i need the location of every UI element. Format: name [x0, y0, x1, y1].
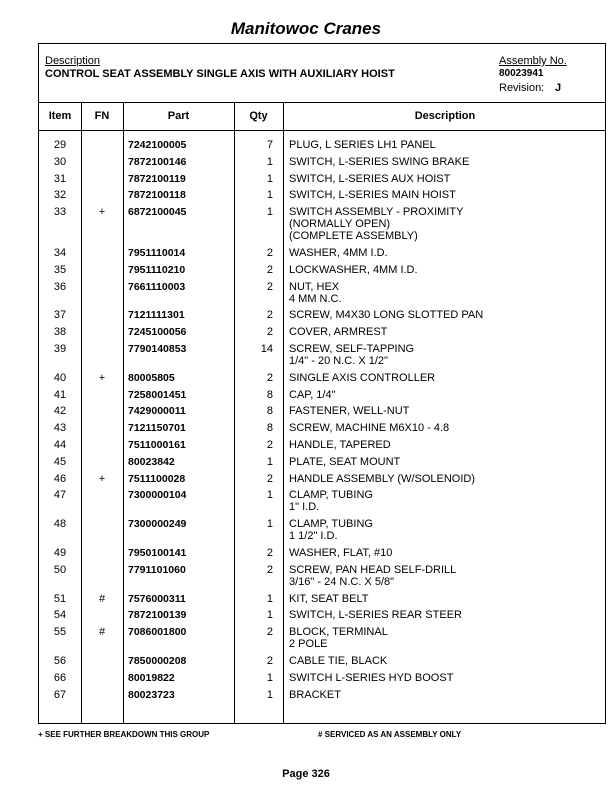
quantity: 1	[266, 206, 273, 219]
quantity: 2	[266, 326, 273, 339]
description-line: SWITCH ASSEMBLY - PROXIMITY	[289, 206, 464, 219]
quantity: 1	[266, 609, 273, 622]
part-number: 7086001800	[128, 626, 187, 639]
quantity: 2	[266, 563, 273, 576]
item-number: 47	[53, 489, 67, 502]
item-number: 29	[53, 139, 67, 151]
quantity: 2	[266, 472, 273, 485]
table-row	[39, 281, 605, 305]
item-number: 51	[53, 592, 67, 605]
description-line: WASHER, 4MM I.D.	[289, 246, 388, 259]
item-number: 37	[53, 309, 67, 322]
part-number: 80019822	[128, 671, 175, 684]
column-header-description: Description	[414, 110, 476, 122]
part-description	[289, 372, 605, 384]
quantity: 2	[266, 246, 273, 259]
description-label: Description	[45, 55, 101, 67]
description-line: SWITCH, L-SERIES REAR STEER	[289, 609, 462, 622]
item-number: 43	[53, 422, 67, 435]
item-number: 39	[53, 342, 67, 355]
part-number: 7951110014	[128, 246, 186, 259]
part-description	[289, 473, 605, 485]
item-number: 42	[53, 405, 67, 418]
table-row	[39, 609, 605, 621]
description-line: 1 1/2" I.D.	[289, 530, 338, 543]
part-description	[289, 593, 605, 605]
description-line: HANDLE ASSEMBLY (W/SOLENOID)	[289, 472, 476, 485]
part-number: 7850000208	[128, 654, 187, 667]
column-header-item: Item	[48, 110, 72, 122]
part-description	[289, 689, 605, 701]
table-row	[39, 422, 605, 434]
part-description	[289, 456, 605, 468]
table-row	[39, 689, 605, 701]
document-title: Manitowoc Cranes	[230, 19, 382, 38]
description-line: CLAMP, TUBING	[289, 489, 373, 502]
item-number: 46	[53, 472, 67, 485]
part-description	[289, 389, 605, 401]
quantity: 8	[266, 422, 273, 435]
table-row	[39, 343, 605, 367]
fn-code: +	[98, 206, 106, 219]
description-line: PLUG, L SERIES LH1 PANEL	[289, 139, 436, 151]
item-number: 66	[53, 671, 67, 684]
item-number: 36	[53, 280, 67, 293]
item-number: 50	[53, 563, 67, 576]
description-line: (COMPLETE ASSEMBLY)	[289, 230, 418, 243]
description-line: 4 MM N.C.	[289, 292, 342, 305]
part-description	[289, 655, 605, 667]
page-number: Page 326	[282, 768, 330, 780]
part-description	[289, 206, 605, 242]
description-line: SCREW, MACHINE M6X10 - 4.8	[289, 422, 450, 435]
part-description	[289, 489, 605, 513]
quantity: 8	[266, 405, 273, 418]
fn-code: +	[98, 371, 106, 384]
part-number: 80005805	[128, 371, 175, 384]
table-row	[39, 564, 605, 588]
part-number: 80023842	[128, 455, 175, 468]
table-row	[39, 173, 605, 185]
parts-sheet	[38, 43, 606, 724]
parts-table-body	[39, 139, 605, 705]
part-description	[289, 518, 605, 542]
revision-label: Revision:	[499, 82, 545, 94]
description-line: CLAMP, TUBING	[289, 518, 373, 531]
description-line: 2 POLE	[289, 638, 328, 651]
quantity: 1	[266, 518, 273, 531]
fn-code: +	[98, 472, 106, 485]
table-row	[39, 206, 605, 242]
table-row	[39, 489, 605, 513]
quantity: 1	[266, 671, 273, 684]
part-number: 7661110003	[128, 280, 186, 293]
quantity: 8	[266, 388, 273, 401]
description-line: HANDLE, TAPERED	[289, 438, 391, 451]
table-row	[39, 593, 605, 605]
table-row	[39, 309, 605, 321]
part-description	[289, 326, 605, 338]
part-number: 7242100005	[128, 139, 187, 151]
footnote-further-breakdown: + SEE FURTHER BREAKDOWN THIS GROUP	[38, 730, 210, 739]
part-description	[289, 439, 605, 451]
part-description	[289, 564, 605, 588]
quantity: 2	[266, 654, 273, 667]
part-number: 7121111301	[128, 309, 185, 322]
quantity: 2	[266, 280, 273, 293]
description-line: BLOCK, TERMINAL	[289, 626, 388, 639]
table-row	[39, 156, 605, 168]
table-row	[39, 247, 605, 259]
assembly-number: 80023941	[499, 68, 544, 79]
table-row	[39, 389, 605, 401]
part-description	[289, 672, 605, 684]
item-number: 32	[53, 189, 67, 202]
part-number: 7300000249	[128, 518, 187, 531]
item-number: 38	[53, 326, 67, 339]
quantity: 1	[266, 155, 273, 168]
description-line: SCREW, SELF-TAPPING	[289, 342, 415, 355]
fn-code: #	[98, 592, 106, 605]
item-number: 55	[53, 626, 67, 639]
quantity: 2	[266, 626, 273, 639]
part-description	[289, 139, 605, 151]
description-line: KIT, SEAT BELT	[289, 592, 369, 605]
description-line: SWITCH, L-SERIES AUX HOIST	[289, 172, 451, 185]
part-number: 7872100146	[128, 155, 187, 168]
description-line: 3/16" - 24 N.C. X 5/8"	[289, 575, 395, 588]
quantity: 2	[266, 546, 273, 559]
item-number: 48	[53, 518, 67, 531]
description-line: SWITCH, L-SERIES SWING BRAKE	[289, 155, 470, 168]
part-description	[289, 609, 605, 621]
description-line: 1/4" - 20 N.C. X 1/2"	[289, 354, 388, 367]
quantity: 1	[266, 688, 273, 701]
description-line: CAP, 1/4"	[289, 388, 336, 401]
part-number: 7121150701	[128, 422, 186, 435]
revision-value: J	[555, 82, 562, 94]
part-number: 7429000011	[128, 405, 186, 418]
item-number: 41	[53, 388, 67, 401]
column-header-fn: FN	[94, 110, 110, 122]
part-description	[289, 626, 605, 650]
part-description	[289, 309, 605, 321]
quantity: 2	[266, 438, 273, 451]
description-line: SCREW, M4X30 LONG SLOTTED PAN	[289, 309, 484, 322]
quantity: 1	[266, 455, 273, 468]
item-number: 33	[53, 206, 67, 219]
item-number: 34	[53, 246, 67, 259]
table-row	[39, 672, 605, 684]
part-description	[289, 156, 605, 168]
description-line: PLATE, SEAT MOUNT	[289, 455, 401, 468]
part-description	[289, 343, 605, 367]
description-line: SCREW, PAN HEAD SELF-DRILL	[289, 563, 457, 576]
item-number: 67	[53, 688, 67, 701]
item-number: 49	[53, 546, 67, 559]
part-number: 7950100141	[128, 546, 187, 559]
part-number: 7300000104	[128, 489, 187, 502]
quantity: 1	[266, 172, 273, 185]
part-number: 7791101060	[128, 563, 186, 576]
part-number: 7790140853	[128, 342, 187, 355]
quantity: 1	[266, 189, 273, 202]
description-line: COVER, ARMREST	[289, 326, 388, 339]
assembly-number-label: Assembly No.	[499, 55, 567, 67]
part-number: 80023723	[128, 688, 175, 701]
quantity: 1	[266, 489, 273, 502]
part-number: 7511000161	[128, 438, 186, 451]
assembly-description: CONTROL SEAT ASSEMBLY SINGLE AXIS WITH AUXILIARY HOIST	[45, 68, 395, 80]
description-line: WASHER, FLAT, #10	[289, 546, 393, 559]
item-number: 44	[53, 438, 67, 451]
description-line: SWITCH L-SERIES HYD BOOST	[289, 671, 454, 684]
quantity: 7	[266, 139, 273, 151]
part-description	[289, 264, 605, 276]
description-line: SWITCH, L-SERIES MAIN HOIST	[289, 189, 456, 202]
table-row	[39, 372, 605, 384]
table-row	[39, 518, 605, 542]
part-description	[289, 247, 605, 259]
footnote-serviced-assembly: # SERVICED AS AN ASSEMBLY ONLY	[318, 730, 462, 739]
table-row	[39, 405, 605, 417]
part-description	[289, 547, 605, 559]
description-line: NUT, HEX	[289, 280, 340, 293]
part-description	[289, 422, 605, 434]
part-number: 7951110210	[128, 263, 186, 276]
quantity: 1	[266, 592, 273, 605]
item-number: 31	[53, 172, 67, 185]
description-line: LOCKWASHER, 4MM I.D.	[289, 263, 418, 276]
part-number: 6872100045	[128, 206, 187, 219]
item-number: 30	[53, 155, 67, 168]
part-number: 7872100118	[128, 189, 186, 202]
table-row	[39, 264, 605, 276]
table-row	[39, 655, 605, 667]
part-number: 7245100056	[128, 326, 187, 339]
table-row	[39, 439, 605, 451]
fn-code: #	[98, 626, 106, 639]
quantity: 2	[266, 371, 273, 384]
column-header-part: Part	[167, 110, 190, 122]
part-description	[289, 405, 605, 417]
description-line: 1" I.D.	[289, 501, 320, 514]
item-number: 40	[53, 371, 67, 384]
table-row	[39, 473, 605, 485]
table-row	[39, 547, 605, 559]
part-description	[289, 173, 605, 185]
item-number: 45	[53, 455, 67, 468]
item-number: 56	[53, 654, 67, 667]
part-number: 7258001451	[128, 388, 187, 401]
table-row	[39, 139, 605, 151]
description-line: CABLE TIE, BLACK	[289, 654, 388, 667]
part-number: 7511100028	[128, 472, 186, 485]
quantity: 2	[266, 263, 273, 276]
part-description	[289, 189, 605, 201]
description-line: BRACKET	[289, 688, 341, 701]
table-row	[39, 189, 605, 201]
description-line: (NORMALLY OPEN)	[289, 218, 391, 231]
quantity: 2	[266, 309, 273, 322]
part-number: 7872100119	[128, 172, 186, 185]
item-number: 54	[53, 609, 67, 622]
table-row	[39, 626, 605, 650]
part-number: 7576000311	[128, 592, 186, 605]
part-number: 7872100139	[128, 609, 187, 622]
column-header-qty: Qty	[249, 110, 268, 122]
quantity: 14	[260, 342, 273, 355]
item-number: 35	[53, 263, 67, 276]
table-row	[39, 456, 605, 468]
part-description	[289, 281, 605, 305]
description-line: FASTENER, WELL-NUT	[289, 405, 410, 418]
description-line: SINGLE AXIS CONTROLLER	[289, 371, 436, 384]
table-row	[39, 326, 605, 338]
